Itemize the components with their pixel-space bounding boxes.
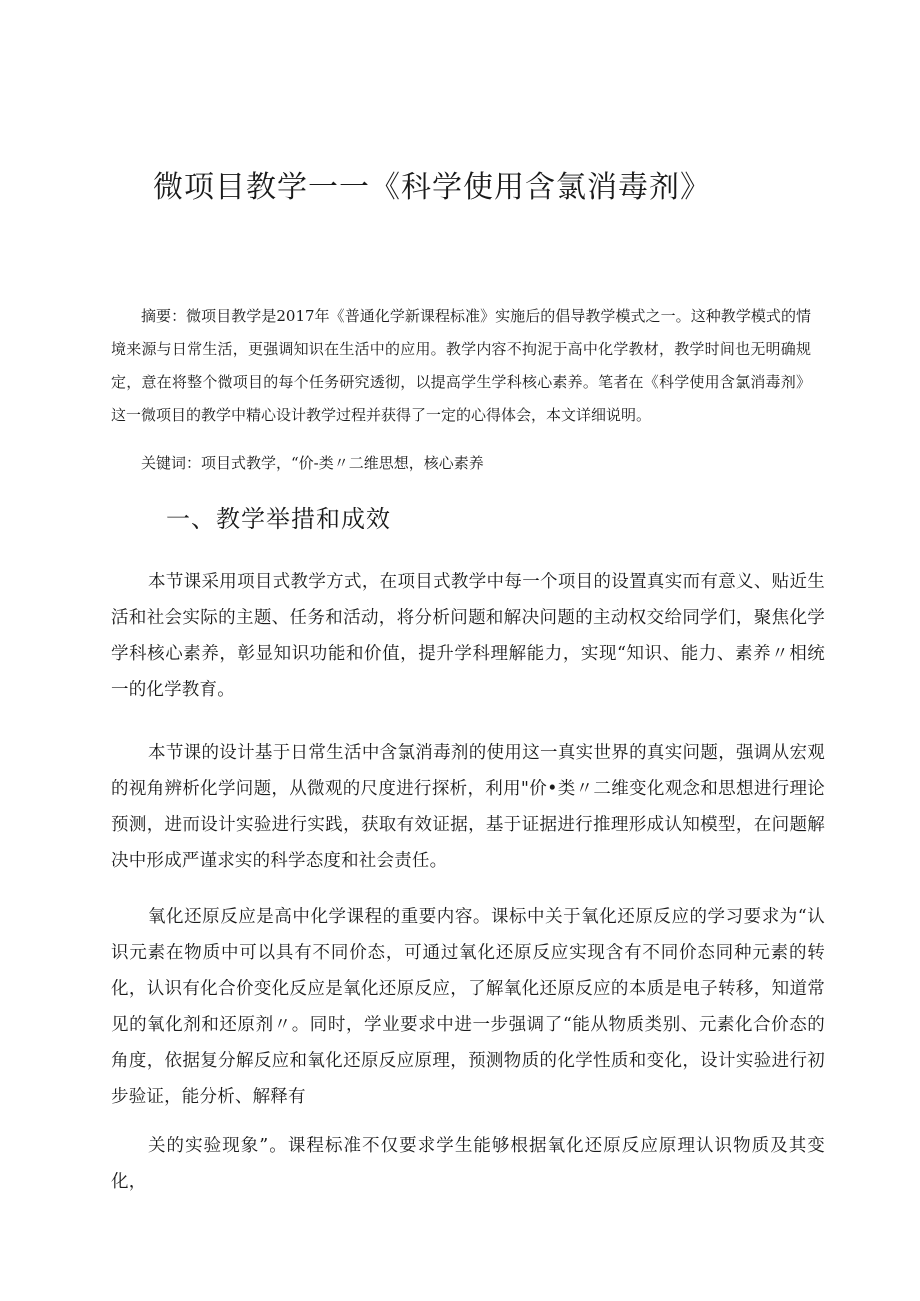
body-paragraph: 本节课的设计基于日常生活中含氯消毒剂的使用这一真实世界的真实问题，强调从宏观的视角辨析化学问题，从微观的尺度进行探析，利用"价•类〃二维变化观念和思想进行理论预测，进而设计实验进行实践，获取有效证据，基于证据进行推理形成认知模型，在问题解决中形成严谨求实的科学态度和社会责任。 bbox=[111, 743, 825, 871]
body-paragraph: 本节课采用项目式教学方式，在项目式教学中每一个项目的设置真实而有意义、贴近生活和社会实际的主题、任务和活动，将分析问题和解决问题的主动权交给同学们，聚焦化学学科核心素养，彰显知识功能和价值，提升学科理解能力，实现“知识、能力、素养〃相统一的化学教育。 bbox=[111, 572, 825, 700]
section-heading: 一、教学举措和成效 bbox=[166, 505, 391, 533]
body-paragraph: 氧化还原反应是高中化学课程的重要内容。课标中关于氧化还原反应的学习要求为“认识元素在物质中可以具有不同价态，可通过氧化还原反应实现含有不同价态同种元素的转化，认识有化合价变化反应是氧化还原反应，了解氧化还原反应的本质是电子转移，知道常见的氧化剂和还原剂〃。同时，学业要求中进一步强调了“能从物质类别、元素化合价态的角度，依据复分解反应和氧化还原反应原理，预测物质的化学性质和变化，设计实验进行初步验证，能分析、解释有 bbox=[111, 907, 825, 1107]
document-title: 微项目教学一一《科学使用含氯消毒剂》 bbox=[153, 170, 711, 205]
body-paragraph: 关的实验现象”。课程标准不仅要求学生能够根据氧化还原反应原理认识物质及其变化， bbox=[111, 1136, 825, 1192]
keywords-line: 关键词：项目式教学，“价-类〃二维思想，核心素养 bbox=[141, 454, 484, 472]
abstract-paragraph: 摘要：微项目教学是2017年《普通化学新课程标准》实施后的倡导教学模式之一。这种教学模式的情境来源与日常生活，更强调知识在生活中的应用。教学内容不拘泥于高中化学教材，教学时间也无明确规定，意在将整个微项目的每个任务研究透彻，以提高学生学科核心素养。笔者在《科学使用含氯消毒剂》这一微项目的教学中精心设计教学过程并获得了一定的心得体会，本文详细说明。 bbox=[111, 307, 811, 424]
